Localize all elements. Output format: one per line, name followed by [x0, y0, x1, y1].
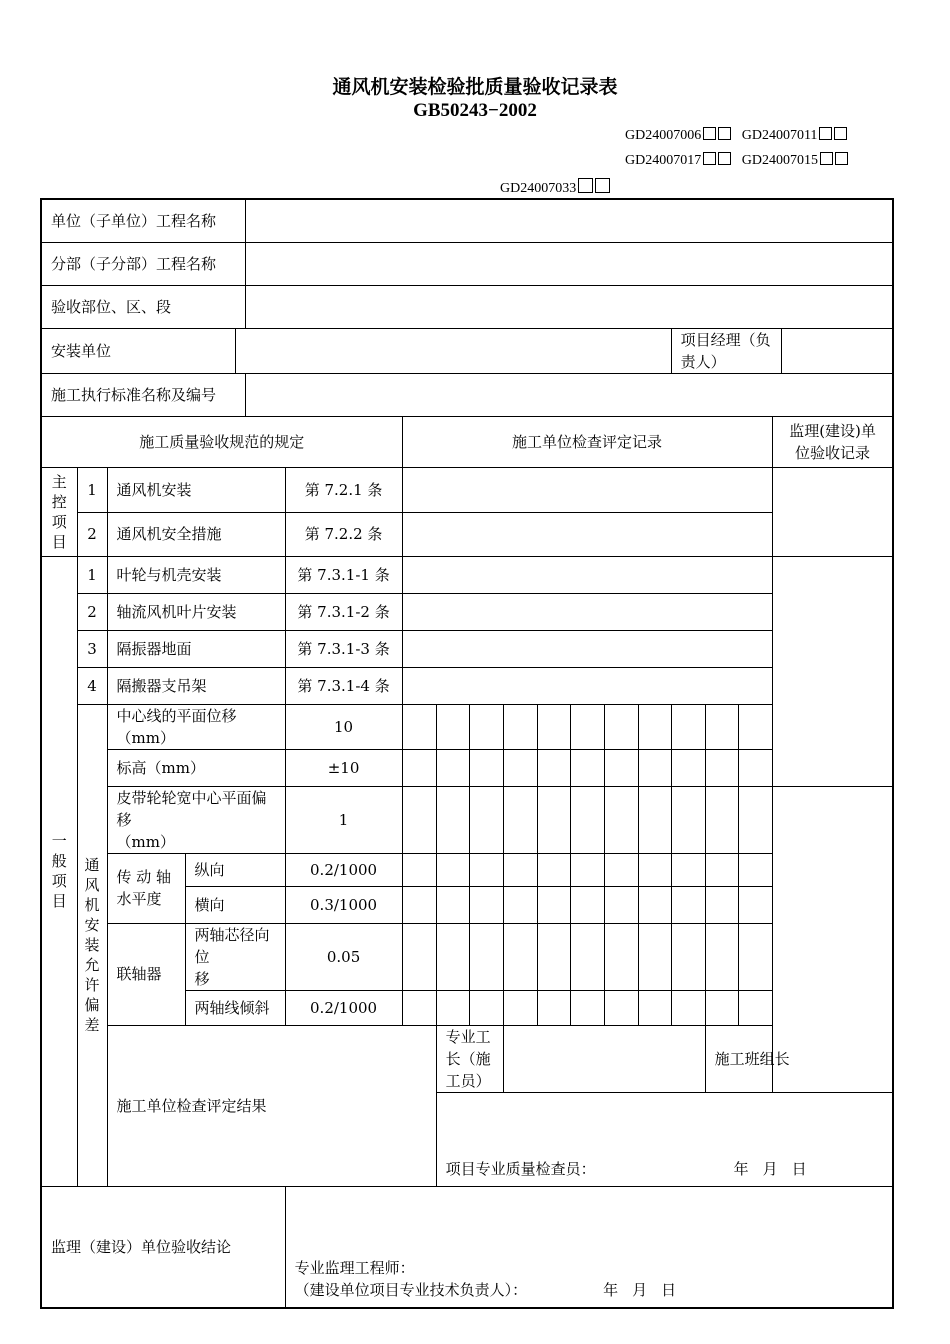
form-code: GD24007006 — [625, 128, 702, 143]
vertical-char: 目 — [51, 532, 67, 551]
code-checkbox[interactable] — [834, 127, 847, 140]
item-number: 2 — [77, 512, 107, 556]
main-items-group-label — [41, 467, 77, 556]
code-checkbox[interactable] — [595, 178, 610, 193]
measurement-cell[interactable] — [638, 749, 671, 786]
measurement-cell[interactable] — [469, 990, 503, 1025]
item-name: 叶轮与机壳安装 — [107, 556, 285, 593]
measurement-cell[interactable] — [570, 749, 604, 786]
supervisor-record-cell[interactable] — [772, 467, 893, 556]
measurement-cell[interactable] — [604, 853, 638, 886]
tolerance-group-label — [77, 704, 107, 1186]
contractor-record-cell[interactable] — [402, 667, 772, 704]
measurement-cell[interactable] — [638, 704, 671, 749]
date-month: 月 — [632, 1281, 648, 1299]
contractor-record-cell[interactable] — [402, 467, 772, 512]
item-number: 3 — [77, 630, 107, 667]
vertical-char: 机 — [84, 896, 100, 914]
measurement-cell[interactable] — [604, 704, 638, 749]
code-checkbox[interactable] — [718, 127, 731, 140]
contractor-record-cell[interactable] — [402, 512, 772, 556]
date-year: 年 — [733, 1159, 749, 1178]
measurement-cell[interactable] — [705, 923, 738, 990]
standard-code: GB50243−2002 — [413, 100, 537, 121]
vertical-char: 风 — [84, 876, 100, 894]
item-number: 2 — [77, 593, 107, 630]
shaft-level-label — [107, 853, 185, 923]
form-code-row-2 — [625, 152, 848, 170]
item-number: 4 — [77, 667, 107, 704]
measurement-cell[interactable] — [436, 749, 469, 786]
measurement-cell[interactable] — [402, 886, 436, 923]
measurement-cell[interactable] — [638, 786, 671, 853]
measurement-cell[interactable] — [738, 704, 772, 749]
measurement-cell[interactable] — [402, 923, 436, 990]
measurement-cell[interactable] — [537, 853, 570, 886]
contractor-result-label: 施工单位检查评定结果 — [107, 1025, 436, 1186]
tolerance-value: 1 — [285, 786, 402, 853]
vertical-char: 差 — [84, 1016, 100, 1034]
measurement-cell[interactable] — [469, 853, 503, 886]
supervisor-record-header — [772, 416, 893, 467]
owner-tech-label: （建设单位项目专业技术负责人）： — [294, 1281, 528, 1299]
measurement-cell[interactable] — [503, 749, 537, 786]
code-checkbox[interactable] — [820, 152, 833, 165]
vertical-char: 般 — [51, 852, 67, 870]
item-name: 隔振器地面 — [107, 630, 285, 667]
tolerance-name: 标高（mm） — [107, 749, 285, 786]
location-label: 验收部位、区、段 — [41, 285, 245, 328]
contractor-record-cell[interactable] — [402, 630, 772, 667]
item-clause: 第 7.2.1 条 — [285, 467, 402, 512]
supervisor-conclusion-label: 监理（建设）单位验收结论 — [41, 1186, 285, 1308]
measurement-cell[interactable] — [671, 853, 705, 886]
measurement-cell[interactable] — [537, 749, 570, 786]
tolerance-name-line: 移 — [194, 969, 210, 988]
form-code: GD24007017 — [625, 153, 702, 168]
supervisor-record-header-line: 监理(建设)单 — [789, 421, 876, 440]
vertical-char: 目 — [51, 892, 67, 910]
measurement-cell[interactable] — [671, 923, 705, 990]
measurement-cell[interactable] — [705, 704, 738, 749]
item-name: 通风机安全措施 — [107, 512, 285, 556]
installer-label: 安装单位 — [41, 328, 235, 373]
measurement-cell[interactable] — [604, 886, 638, 923]
measurement-cell[interactable] — [705, 749, 738, 786]
measurement-cell[interactable] — [537, 923, 570, 990]
measurement-cell[interactable] — [402, 853, 436, 886]
tolerance-value: 0.2/1000 — [285, 853, 402, 886]
measurement-cell[interactable] — [570, 786, 604, 853]
measurement-cell[interactable] — [469, 923, 503, 990]
tolerance-value: ±10 — [285, 749, 402, 786]
supervisor-record-header-line: 位验收记录 — [795, 443, 871, 462]
standard-field[interactable] — [245, 373, 893, 416]
item-name: 轴流风机叶片安装 — [107, 593, 285, 630]
vertical-char: 控 — [51, 492, 67, 511]
unit-project-field[interactable] — [245, 199, 893, 242]
measurement-cell[interactable] — [537, 990, 570, 1025]
code-checkbox[interactable] — [703, 127, 716, 140]
manager-label: 项目经理（负责人） — [671, 328, 781, 373]
shaft-level-label-line: 水平度 — [116, 890, 162, 908]
division-label: 分部（子分部）工程名称 — [41, 242, 245, 285]
vertical-char: 项 — [51, 872, 67, 890]
inspection-form-table — [40, 198, 894, 1309]
team-leader-label: 施工班组长 — [705, 1025, 893, 1092]
measurement-cell[interactable] — [604, 923, 638, 990]
tolerance-name: 横向 — [185, 886, 285, 923]
measurement-cell[interactable] — [402, 990, 436, 1025]
vertical-char: 安 — [84, 916, 100, 934]
code-checkbox[interactable] — [835, 152, 848, 165]
measurement-cell[interactable] — [738, 749, 772, 786]
measurement-cell[interactable] — [671, 886, 705, 923]
vertical-char: 偏 — [84, 996, 100, 1014]
supervisor-record-cell[interactable] — [772, 556, 893, 786]
tolerance-name-line: 皮带轮轮宽中心平面偏移 — [116, 788, 267, 829]
code-checkbox[interactable] — [819, 127, 832, 140]
installer-field[interactable] — [235, 328, 671, 373]
measurement-cell[interactable] — [570, 886, 604, 923]
measurement-cell[interactable] — [469, 786, 503, 853]
measurement-cell[interactable] — [738, 886, 772, 923]
code-checkbox[interactable] — [703, 152, 716, 165]
form-code: GD24007033 — [500, 181, 577, 196]
measurement-cell[interactable] — [436, 990, 469, 1025]
tolerance-name — [185, 923, 285, 990]
item-name: 通风机安装 — [107, 467, 285, 512]
code-checkbox[interactable] — [578, 178, 593, 193]
form-code-row-3 — [500, 178, 610, 198]
item-number: 1 — [77, 467, 107, 512]
measurement-cell[interactable] — [503, 786, 537, 853]
measurement-cell[interactable] — [638, 990, 671, 1025]
item-clause: 第 7.3.1-3 条 — [285, 630, 402, 667]
form-code-row-1 — [625, 127, 847, 145]
measurement-cell[interactable] — [436, 923, 469, 990]
inspector-signature-area[interactable] — [436, 1092, 893, 1186]
measurement-cell[interactable] — [402, 749, 436, 786]
measurement-cell[interactable] — [469, 886, 503, 923]
vertical-char: 装 — [84, 936, 100, 954]
location-field[interactable] — [245, 285, 893, 328]
tolerance-name-line: 两轴芯径向位 — [194, 925, 270, 966]
measurement-cell[interactable] — [705, 990, 738, 1025]
foreman-field[interactable] — [503, 1025, 705, 1092]
vertical-char: 通 — [84, 856, 100, 874]
measurement-cell[interactable] — [537, 786, 570, 853]
measurement-cell[interactable] — [705, 853, 738, 886]
vertical-char: 允 — [84, 956, 100, 974]
item-clause: 第 7.3.1-1 条 — [285, 556, 402, 593]
measurement-cell[interactable] — [671, 786, 705, 853]
general-items-group-label — [41, 556, 77, 1186]
tolerance-name-line: （mm） — [116, 832, 175, 851]
supervisor-signature-area[interactable] — [285, 1186, 893, 1308]
measurement-cell[interactable] — [436, 853, 469, 886]
measurement-cell[interactable] — [537, 704, 570, 749]
vertical-char: 一 — [51, 832, 67, 850]
measurement-cell[interactable] — [604, 786, 638, 853]
measurement-cell[interactable] — [570, 990, 604, 1025]
measurement-cell[interactable] — [570, 704, 604, 749]
measurement-cell[interactable] — [604, 990, 638, 1025]
contractor-record-header: 施工单位检查评定记录 — [402, 416, 772, 467]
contractor-record-cell[interactable] — [402, 593, 772, 630]
item-clause: 第 7.3.1-2 条 — [285, 593, 402, 630]
date-day: 日 — [791, 1159, 807, 1178]
code-checkbox[interactable] — [718, 152, 731, 165]
engineer-label: 专业监理工程师： — [294, 1259, 415, 1277]
item-name: 隔搬器支吊架 — [107, 667, 285, 704]
unit-project-label: 单位（子单位）工程名称 — [41, 199, 245, 242]
measurement-cell[interactable] — [402, 786, 436, 853]
item-number: 1 — [77, 556, 107, 593]
measurement-cell[interactable] — [738, 853, 772, 886]
measurement-cell[interactable] — [570, 853, 604, 886]
date-year: 年 — [603, 1281, 619, 1299]
form-code: GD24007015 — [741, 153, 818, 168]
tolerance-name: 两轴线倾斜 — [185, 990, 285, 1025]
manager-field[interactable] — [781, 328, 893, 373]
measurement-cell[interactable] — [503, 853, 537, 886]
measurement-cell[interactable] — [469, 704, 503, 749]
measurement-cell[interactable] — [436, 786, 469, 853]
measurement-cell[interactable] — [570, 923, 604, 990]
measurement-cell[interactable] — [604, 749, 638, 786]
measurement-cell[interactable] — [738, 923, 772, 990]
tolerance-name: 中心线的平面位移（mm） — [107, 704, 285, 749]
form-code: GD24007011 — [741, 128, 818, 143]
measurement-cell[interactable] — [503, 886, 537, 923]
foreman-label: 专业工长（施工员） — [436, 1025, 503, 1092]
tolerance-value: 0.05 — [285, 923, 402, 990]
measurement-cell[interactable] — [738, 990, 772, 1025]
item-clause: 第 7.2.2 条 — [285, 512, 402, 556]
tolerance-value: 10 — [285, 704, 402, 749]
measurement-cell[interactable] — [638, 923, 671, 990]
measurement-cell[interactable] — [705, 786, 738, 853]
measurement-cell[interactable] — [436, 704, 469, 749]
measurement-cell[interactable] — [469, 749, 503, 786]
division-field[interactable] — [245, 242, 893, 285]
measurement-cell[interactable] — [436, 886, 469, 923]
item-clause: 第 7.3.1-4 条 — [285, 667, 402, 704]
measurement-cell[interactable] — [503, 990, 537, 1025]
vertical-char: 主 — [51, 472, 67, 491]
measurement-cell[interactable] — [503, 923, 537, 990]
coupling-label: 联轴器 — [107, 923, 185, 1025]
date-month: 月 — [762, 1159, 778, 1178]
tolerance-name: 纵向 — [185, 853, 285, 886]
measurement-cell[interactable] — [671, 704, 705, 749]
tolerance-value: 0.2/1000 — [285, 990, 402, 1025]
tolerance-name — [107, 786, 285, 853]
vertical-char: 项 — [51, 512, 67, 531]
measurement-cell[interactable] — [503, 704, 537, 749]
measurement-cell[interactable] — [638, 853, 671, 886]
inspector-label: 项目专业质量检查员： — [445, 1159, 596, 1178]
tolerance-value: 0.3/1000 — [285, 886, 402, 923]
measurement-cell[interactable] — [671, 990, 705, 1025]
measurement-cell[interactable] — [537, 886, 570, 923]
date-day: 日 — [661, 1281, 677, 1299]
spec-column-header: 施工质量验收规范的规定 — [41, 416, 402, 467]
measurement-cell[interactable] — [638, 886, 671, 923]
measurement-cell[interactable] — [402, 704, 436, 749]
contractor-record-cell[interactable] — [402, 556, 772, 593]
vertical-char: 许 — [84, 976, 100, 994]
shaft-level-label-line: 传 动 轴 — [116, 868, 172, 886]
standard-label: 施工执行标准名称及编号 — [41, 373, 245, 416]
measurement-cell[interactable] — [671, 749, 705, 786]
page-title: 通风机安装检验批质量验收记录表 — [332, 76, 618, 98]
measurement-cell[interactable] — [738, 786, 772, 853]
measurement-cell[interactable] — [705, 886, 738, 923]
